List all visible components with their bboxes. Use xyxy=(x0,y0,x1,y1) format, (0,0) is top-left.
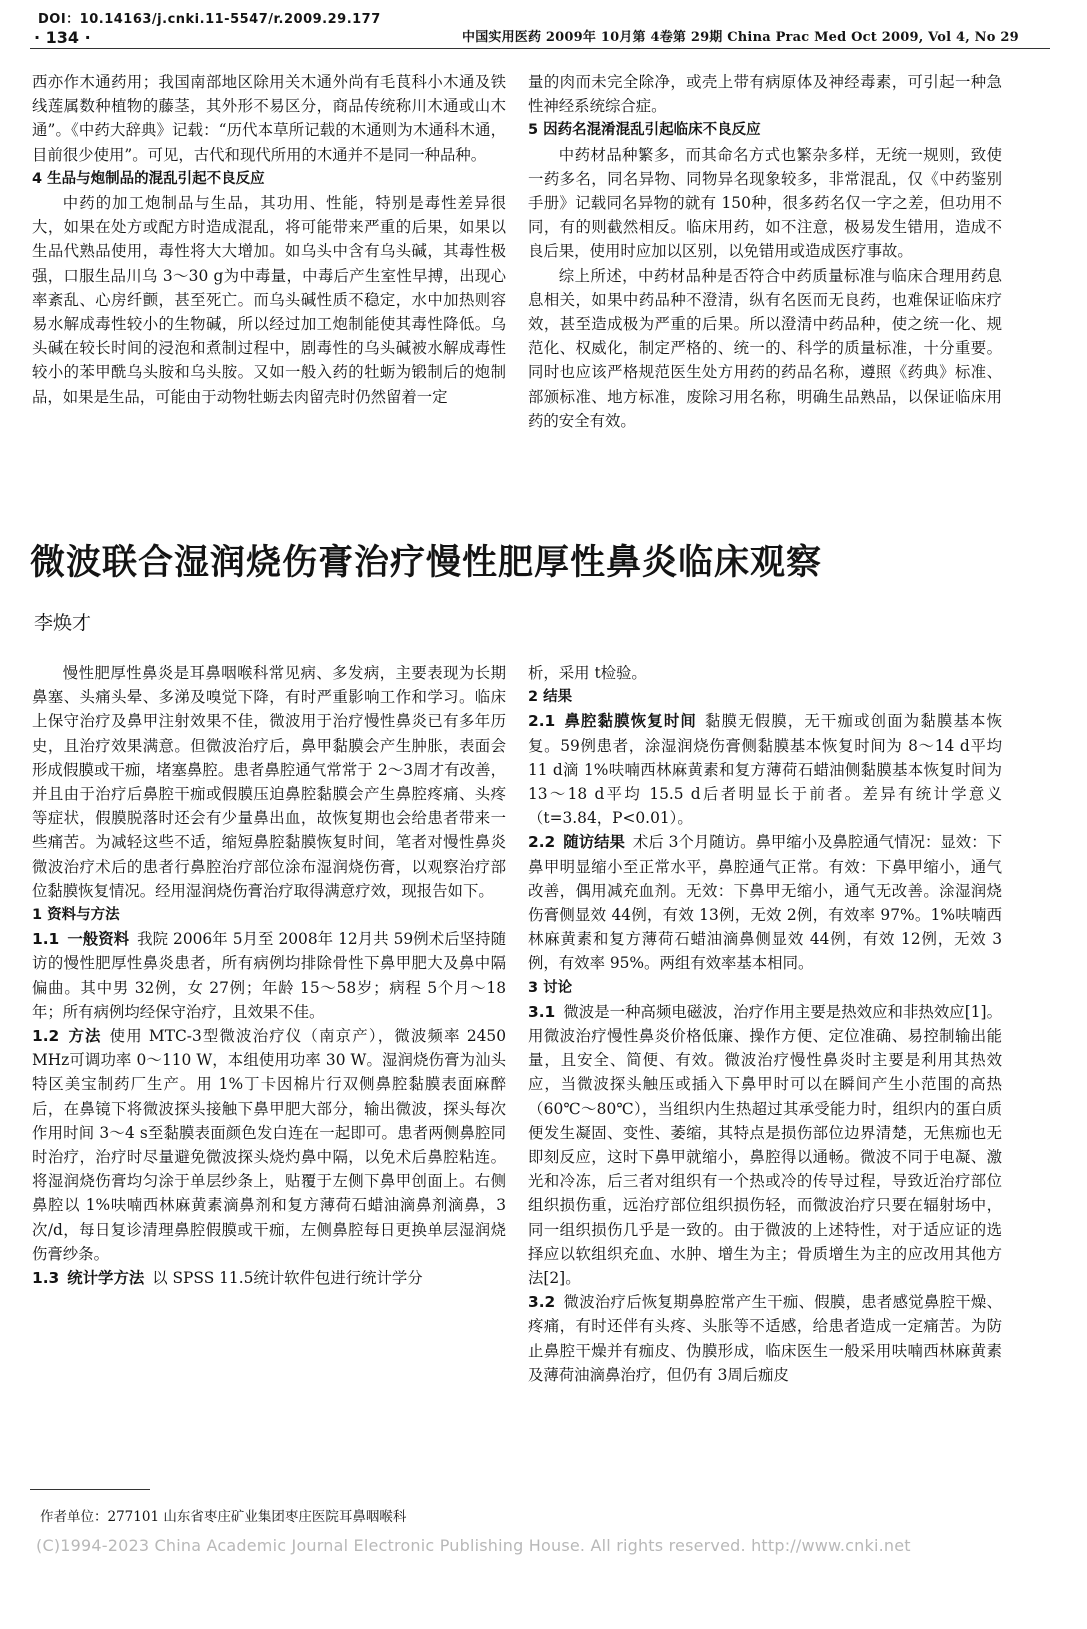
doi-line: DOI：10.14163/j.cnki.11-5547/r.2009.29.177 xyxy=(38,12,381,27)
article-author: 李焕才 xyxy=(34,612,92,634)
article-title: 微波联合湿润烧伤膏治疗慢性肥厚性鼻炎临床观察 xyxy=(30,543,823,583)
subsection-label: 鼻腔黏膜恢复时间 xyxy=(563,712,697,731)
subsection-number: 1.3 xyxy=(32,1269,60,1288)
paragraph: 中药材品种繁多，而其命名方式也繁杂多样，无统一规则，致使一药多名，同名异物、同物异名现象较多，非常混乱，仅《中药鉴别手册》记载同名异物的就有 150种，很多药名仅一字之差，但功用不同，有的则截然相反。临床用药，如不注意，极易发生错用，造成不良后果，使用时应加以区别，以免错用或造成医疗事故。 xyxy=(528,145,1002,261)
subsection-paragraph xyxy=(32,1024,506,1266)
paragraph: 综上所述，中药材品种是否符合中药质量标准与临床合理用药息息相关，如果中药品种不澄清，纵有名医而无良药，也难保证临床疗效，甚至造成极为严重的后果。所以澄清中药品种，使之统一化、规范化、权威化，制定严格的、统一的、科学的质量标准，十分重要。同时也应该严格规范医生处方用药的药品名称，遵照《药典》标准、部颁标准、地方标准，废除习用名称，明确生品熟品，以保证临床用药的安全有效。 xyxy=(528,266,1002,430)
paragraph: 量的肉而未完全除净，或壳上带有病原体及神经毒素，可引起一种急性神经系统综合症。 xyxy=(528,73,1002,116)
section-heading: 2 结果 xyxy=(528,689,573,706)
subsection-number: 3.2 xyxy=(528,1293,556,1312)
subsection-number: 3.1 xyxy=(528,1002,556,1021)
subsection-paragraph xyxy=(32,927,506,1024)
subsection-number: 1.1 xyxy=(32,930,60,949)
subsection-label: 统计学方法 xyxy=(67,1269,145,1288)
copyright-watermark: (C)1994-2023 China Academic Journal Electronic Publishing House. All rights reserved. http://www.cnki.net xyxy=(36,1536,911,1555)
paragraph: 西亦作木通药用；我国南部地区除用关木通外尚有毛茛科小木通及铁线莲属数种植物的藤茎，其外形不易区分，商品传统称川木通或山木通”。《中药大辞典》记载：“历代本草所记载的木通则为木通科木通，目前很少使用”。可见，古代和现代所用的木通并不是同一种品种。 xyxy=(32,73,506,164)
paragraph: 中药的加工炮制品与生品，其功用、性能，特别是毒性差异很大，如果在处方或配方时造成混乱，将可能带来严重的后果，如果以生品代熟品使用，毒性将大大增加。如乌头中含有乌头碱，其毒性极强，口服生品川乌 3～30 g为中毒量，中毒后产生室性早搏，出现心率紊乱、心房纤颤，甚至死亡。而乌头碱性质不稳定，水中加热则容易水解成毒性较小的生物碱，所以经过加工炮制能使其毒性降低。乌头碱在较长时间的浸泡和煮制过程中，剧毒性的乌头碱被水解成毒性较小的苯甲酰乌头胺和乌头胺。又如一般入药的牡蛎为锻制后的炮制品，如果是生品，可能由于动物牡蛎去肉留壳时仍然留着一定 xyxy=(32,194,506,406)
journal-header: 中国实用医药 2009年 10月第 4卷第 29期 China Prac Med Oct 2009, Vol 4, No 29 xyxy=(462,30,1019,45)
subsection-label: 随访结果 xyxy=(563,833,625,852)
subsection-label: 一般资料 xyxy=(67,930,130,949)
paragraph: 析，采用 t检验。 xyxy=(528,664,647,682)
article-left-column xyxy=(32,661,506,1290)
paragraph: 慢性肥厚性鼻炎是耳鼻咽喉科常见病、多发病，主要表现为长期鼻塞、头痛头晕、多涕及嗅觉下降，有时严重影响工作和学习。临床上保守治疗及鼻甲注射效果不佳，微波用于治疗慢性鼻炎已有多年历史，且治疗效果满意。但微波治疗后，鼻甲黏膜会产生肿胀，表面会形成假膜或干痂，堵塞鼻腔。患者鼻腔通气常常于 2～3周才有改善，并且由于治疗后鼻腔干痂或假膜压迫鼻腔黏膜会产生鼻腔疼痛、头疼等症状，假膜脱落时还会有少量鼻出血，故恢复期也会给患者带来一些痛苦。为减轻这些不适，缩短鼻腔黏膜恢复时间，笔者对慢性鼻炎微波治疗术后的患者行鼻腔治疗部位涂布湿润烧伤膏，以观察治疗部位黏膜恢复情况。经用湿润烧伤膏治疗取得满意疗效，现报告如下。 xyxy=(32,664,506,900)
paragraph-text: 使用 MTC-3型微波治疗仪（南京产），微波频率 2450 MHz可调功率 0～110 W，本组使用功率 30 W。湿润烧伤膏为汕头特区美宝制药厂生产。用 1%丁卡因棉片行双侧鼻腔黏膜表面麻醉后，在鼻镜下将微波探头接触下鼻甲肥大部分，输出微波，探头每次作用时间 3～4 s至黏膜表面颜色发白连在一起即可。患者两侧鼻腔同时治疗，治疗时尽量避免微波探头烧灼鼻中隔，以免术后鼻腔粘连。将湿润烧伤膏均匀涂于单层纱条上，贴覆于左侧下鼻甲创面上。右侧鼻腔以 1%呋喃西林麻黄素滴鼻剂和复方薄荷石蜡油滴鼻剂滴鼻，3次/d，每日复诊清理鼻腔假膜或干痂，左侧鼻腔每日更换单层湿润烧伤膏纱条。 xyxy=(32,1027,506,1263)
subsection-paragraph xyxy=(528,1000,1002,1290)
subsection-paragraph xyxy=(32,1266,506,1290)
subsection-paragraph xyxy=(528,1290,1002,1387)
subsection-number: 1.2 xyxy=(32,1027,60,1046)
paragraph-text: 我院 2006年 5月至 2008年 12月共 59例术后坚持随访的慢性肥厚性鼻炎患者，所有病例均排除骨性下鼻甲肥大及鼻中隔偏曲。其中男 32例，女 27例；年龄 15～58岁；病程 5个月～18年；所有病例均经保守治疗，且效果不佳。 xyxy=(32,930,506,1021)
section-heading: 3 讨论 xyxy=(528,979,573,996)
paragraph-text: 黏膜无假膜，无干痂或创面为黏膜基本恢复。59例患者，涂湿润烧伤膏侧黏膜基本恢复时间为 8～14 d平均 11 d滴 1%呋喃西林麻黄素和复方薄荷石蜡油侧黏膜基本恢复时间为 13～18 d平均 15.5 d后者明显长于前者。差异有统计学意义（t=3.84，P<0.01）。 xyxy=(528,712,1002,828)
previous-article-left-column xyxy=(32,70,506,409)
article-right-column xyxy=(528,661,1002,1387)
section-heading: 5 因药名混淆混乱引起临床不良反应 xyxy=(528,122,761,139)
section-heading: 4 生品与炮制品的混乱引起不良反应 xyxy=(32,170,265,187)
paragraph-text: 术后 3个月随访。鼻甲缩小及鼻腔通气情况：显效：下鼻甲明显缩小至正常水平，鼻腔通气正常。有效：下鼻甲缩小，通气改善，偶用减充血剂。无效：下鼻甲无缩小，通气无改善。涂湿润烧伤膏侧显效 44例，有效 13例，无效 2例，有效率 97%。1%呋喃西林麻黄素和复方薄荷石蜡油滴鼻侧显效 44例，有效 12例，无效 3例，有效率 95%。两组有效率基本相同。 xyxy=(528,833,1002,973)
header-rule xyxy=(30,48,1050,49)
subsection-paragraph xyxy=(528,709,1002,830)
subsection-label: 方法 xyxy=(67,1027,102,1046)
section-heading: 1 资料与方法 xyxy=(32,907,120,924)
subsection-number: 2.2 xyxy=(528,833,556,852)
subsection-paragraph xyxy=(528,830,1002,975)
subsection-number: 2.1 xyxy=(528,712,556,731)
author-affiliation: 作者单位：277101 山东省枣庄矿业集团枣庄医院耳鼻咽喉科 xyxy=(40,1509,407,1525)
footnote-rule xyxy=(30,1489,150,1490)
paragraph-text: 以 SPSS 11.5统计软件包进行统计学分 xyxy=(152,1269,423,1288)
page-number: · 134 · xyxy=(34,28,91,47)
previous-article-right-column xyxy=(528,70,1002,433)
paragraph-text: 微波是一种高频电磁波，治疗作用主要是热效应和非热效应[1]。用微波治疗慢性鼻炎价格低廉、操作方便、定位准确、易控制输出能量，且安全、简便、有效。微波治疗慢性鼻炎时主要是利用其热效应，当微波探头触压或插入下鼻甲时可以在瞬间产生小范围的高热（60℃～80℃），当组织内生热超过其承受能力时，组织内的蛋白质便发生凝固、变性、萎缩，其特点是损伤部位边界清楚，无焦痂也无即刻反应，这时下鼻甲就缩小，鼻腔得以通畅。微波不同于电凝、激光和冷冻，后三者对组织有一个热或冷的传导过程，导致近治疗部位组织损伤重，远治疗部位组织损伤轻，而微波治疗只要在辐射场中，同一组织损伤几乎是一致的。由于微波的上述特性，对于适应证的选择应以软组织充血、水肿、增生为主；骨质增生为主的应改用其他方法[2]。 xyxy=(528,1002,1002,1288)
paragraph-text: 微波治疗后恢复期鼻腔常产生干痂、假膜，患者感觉鼻腔干燥、疼痛，有时还伴有头疼、头胀等不适感，给患者造成一定痛苦。为防止鼻腔干燥并有痂皮、伪膜形成，临床医生一般采用呋喃西林麻黄素及薄荷油滴鼻治疗，但仍有 3周后痂皮 xyxy=(528,1293,1002,1384)
